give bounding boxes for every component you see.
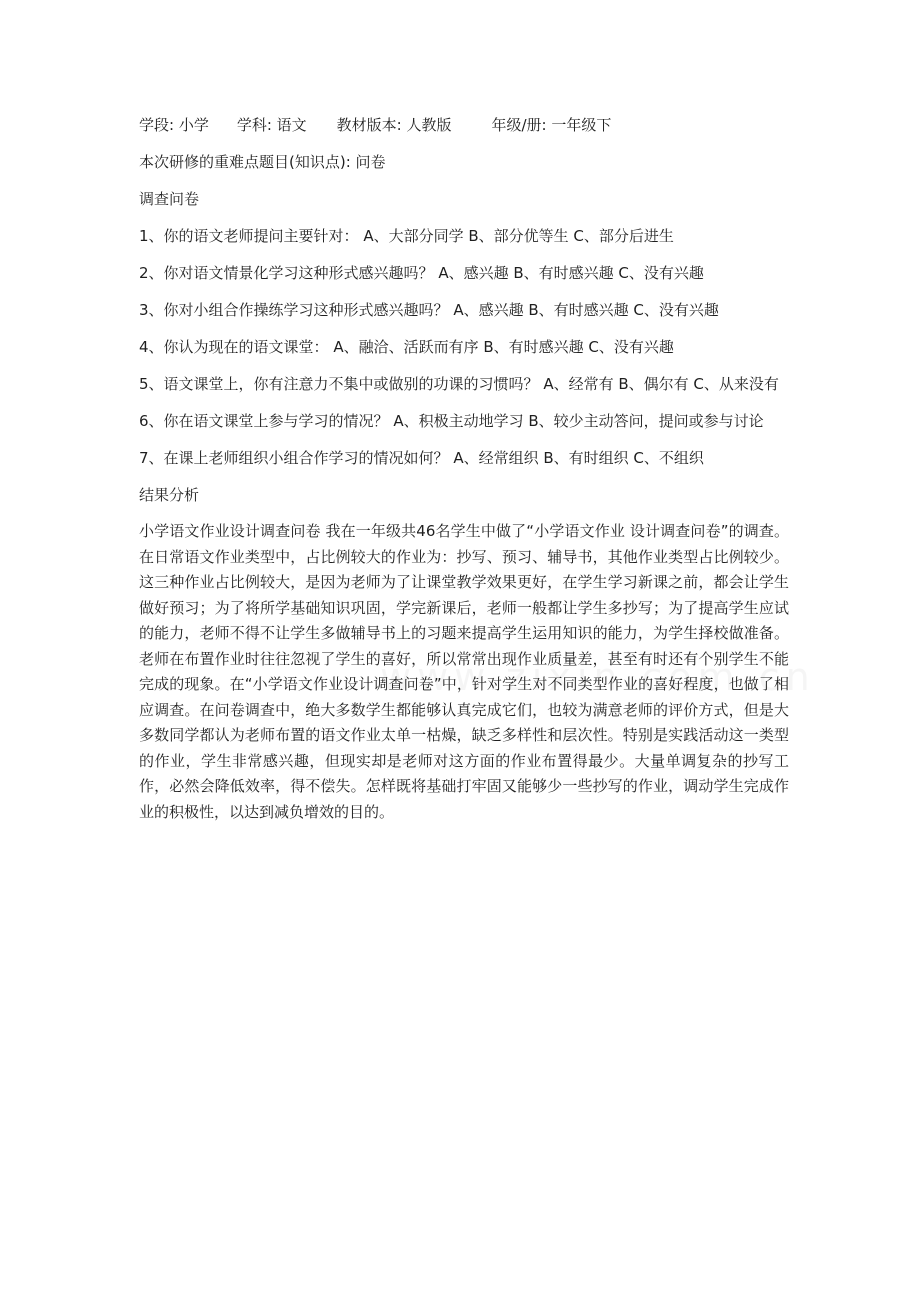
question-6: 6、你在语文课堂上参与学习的情况？ A、积极主动地学习 B、较少主动答问，提问或参与讨论 bbox=[139, 412, 764, 430]
analysis-paragraph: 小学语文作业设计调查问卷 我在一年级共46名学生中做了“小学语文作业 设计调查问卷”的调查。在日常语文作业类型中，占比例较大的作业为：抄写、预习、辅导书，其他作业类型占比例较少。这三种作业占比例较大，是因为老师为了让课堂教学效果更好，在学生学习新课之前，都会让学生做好预习；为了将所学基础知识巩固，学完新课后，老师一般都让学生多抄写；为了提高学生应试的能力，老师不得不让学生多做辅导书上的习题来提高学生运用知识的能力，为学生择校做准备。 老师在布置作业时往往忽视了学生的喜好，所以常常出现作业质量差，甚至有时还有个别学生不能完成的现象。在“小学语文作业设计调查问卷”中，针对学生对不同类型作业的喜好程度，也做了相应调查。在问卷调查中，绝大多数学生都能够认真完成它们，也较为满意老师的评价方式，但是大多数同学都认为老师布置的语文作业太单一枯燥，缺乏多样性和层次性。特别是实践活动这一类型的作业，学生非常感兴趣，但现实却是老师对这方面的作业布置得最少。大量单调复杂的抄写工作，必然会降低效率，得不偿失。怎样既将基础打牢固又能够少一些抄写的作业，调动学生完成作业的积极性，以达到减负增效的目的。 bbox=[139, 522, 789, 821]
question-5: 5、语文课堂上，你有注意力不集中或做别的功课的习惯吗？ A、经常有 B、偶尔有 C、从来没有 bbox=[139, 375, 779, 393]
question-2: 2、你对语文情景化学习这种形式感兴趣吗？ A、感兴趣 B、有时感兴趣 C、没有兴趣 bbox=[139, 264, 704, 282]
topic-line: 本次研修的重难点题目(知识点): 问卷 bbox=[139, 153, 386, 171]
question-4: 4、你认为现在的语文课堂： A、融洽、活跃而有序 B、有时感兴趣 C、没有兴趣 bbox=[139, 338, 674, 356]
question-7: 7、在课上老师组织小组合作学习的情况如何？ A、经常组织 B、有时组织 C、不组织 bbox=[139, 449, 704, 467]
edition-label: 教材版本: 人教版 bbox=[336, 116, 452, 134]
course-meta-row bbox=[139, 112, 789, 138]
question-1: 1、你的语文老师提问主要针对： A、大部分同学 B、部分优等生 C、部分后进生 bbox=[139, 227, 674, 245]
document-body bbox=[139, 112, 789, 825]
question-3: 3、你对小组合作操练学习这种形式感兴趣吗？ A、感兴趣 B、有时感兴趣 C、没有兴趣 bbox=[139, 301, 719, 319]
stage-label: 学段: 小学 bbox=[139, 116, 209, 134]
grade-label: 年级/册: 一年级下 bbox=[491, 116, 612, 134]
subject-label: 学科: 语文 bbox=[236, 116, 307, 134]
survey-title: 调查问卷 bbox=[139, 190, 200, 208]
results-title: 结果分析 bbox=[139, 486, 200, 504]
